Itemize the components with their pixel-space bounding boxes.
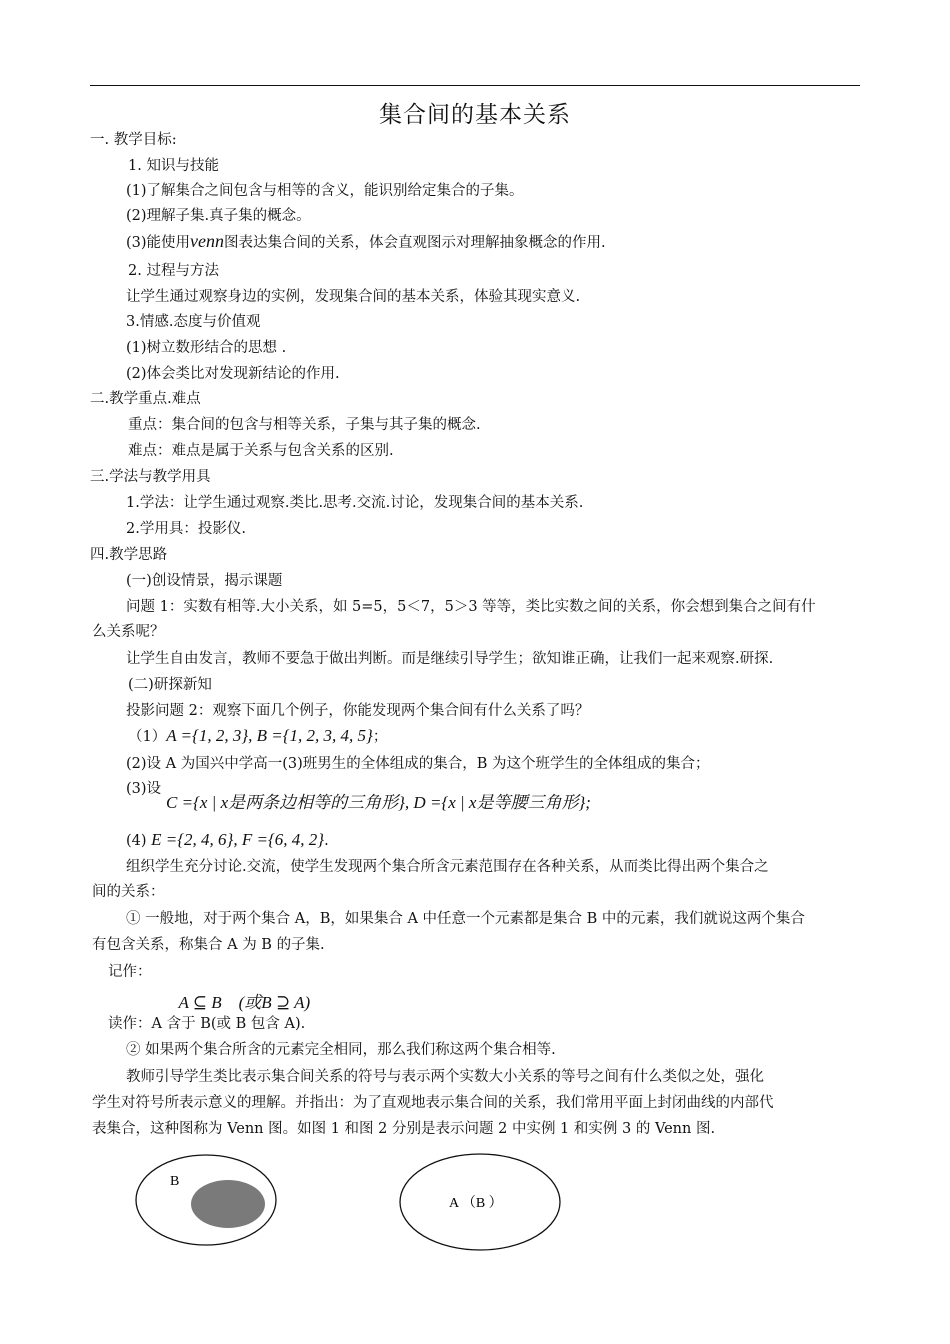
example-2: (2)设 A 为国兴中学高一(3)班男生的全体组成的集合，B 为这个班学生的全体组成的集合； — [126, 756, 710, 772]
math-formula: E ={2, 4, 6}, F ={6, 4, 2} — [151, 830, 325, 849]
notation-label: 记作： — [108, 964, 152, 980]
paragraph: 投影问题 2：观察下面几个例子，你能发现两个集合间有什么关系了吗？ — [126, 703, 590, 719]
paragraph: ① 一般地，对于两个集合 A，B，如果集合 A 中任意一个元素都是集合 B 中的元素，我们就说这两个集合 — [126, 911, 805, 927]
example-3-label: (3)设 — [126, 781, 162, 797]
paragraph: 问题 1：实数有相等.大小关系，如 5=5，5＜7，5＞3 等等，类比实数之间的关系，你会想到集合之间有什 — [126, 599, 816, 615]
example-tail: . — [324, 833, 329, 849]
paragraph: 教师引导学生类比表示集合间关系的符号与表示两个实数大小关系的等号之间有什么类似之处，强化 — [126, 1069, 764, 1085]
example-1 — [128, 726, 387, 747]
section-heading-teaching: 四.教学思路 — [90, 547, 168, 563]
example-4 — [126, 830, 329, 851]
objective-item: (2)体会类比对发现新结论的作用. — [126, 366, 340, 382]
section-heading-objectives: 一. 教学目标: — [90, 132, 177, 148]
paragraph: 么关系呢？ — [92, 624, 165, 640]
paragraph: 1.学法：让学生通过观察.类比.思考.交流.讨论，发现集合间的基本关系. — [126, 495, 584, 511]
paragraph: 表集合，这种图称为 Venn 图。如图 1 和图 2 分别是表示问题 2 中实例 1 和实例 3 的 Venn 图. — [92, 1121, 716, 1137]
section-heading-methods: 三.学法与教学用具 — [90, 469, 211, 485]
example-tail: ； — [372, 729, 388, 745]
venn-figures — [0, 1140, 950, 1300]
example-label: (4) — [126, 833, 147, 849]
math-formula: A ⊆ B (或B ⊇ A) — [178, 993, 311, 1012]
paragraph: ② 如果两个集合所含的元素完全相同，那么我们称这两个集合相等. — [126, 1042, 556, 1058]
venn-term: venn — [190, 231, 225, 251]
header-rule — [90, 85, 860, 86]
objective-text: 图表达集合间的关系，体会直观图示对理解抽象概念的作用. — [224, 235, 606, 251]
subheading-values: 3.情感.态度与价值观 — [126, 314, 261, 330]
reading-note: 读作：A 含于 B(或 B 包含 A). — [108, 1016, 306, 1032]
paragraph: 重点：集合间的包含与相等关系，子集与其子集的概念. — [128, 417, 481, 433]
venn-figure-2 — [400, 1154, 560, 1250]
example-3-math — [166, 793, 591, 814]
math-formula: C ={x | x是两条边相等的三角形}, D ={x | x是等腰三角形}; — [166, 793, 591, 812]
document-title: 集合间的基本关系 — [379, 102, 571, 128]
paragraph: 学生对符号所表示意义的理解。并指出：为了直观地表示集合间的关系，我们常用平面上封闭曲线的内部代 — [92, 1095, 774, 1111]
paragraph: 让学生通过观察身边的实例，发现集合间的基本关系，体验其现实意义. — [126, 289, 581, 305]
inner-set-ellipse — [191, 1180, 265, 1228]
section-heading-keypoints: 二.教学重点.难点 — [90, 391, 201, 407]
venn-figure-1 — [136, 1155, 276, 1245]
paragraph: 难点：难点是属于关系与包含关系的区别. — [128, 443, 394, 459]
objective-item — [126, 231, 606, 253]
paragraph: 组织学生充分讨论.交流，使学生发现两个集合所含元素范围存在各种关系，从而类比得出两个集合之 — [126, 859, 769, 875]
set-label-a-b: A （B ） — [449, 1196, 503, 1211]
subheading-process: 2. 过程与方法 — [128, 263, 219, 279]
subheading-knowledge: 1. 知识与技能 — [128, 158, 219, 174]
subheading: (一)创设情景，揭示课题 — [126, 573, 283, 589]
subheading: (二)研探新知 — [128, 677, 212, 693]
math-formula: A ={1, 2, 3}, B ={1, 2, 3, 4, 5} — [166, 726, 373, 745]
paragraph: 有包含关系，称集合 A 为 B 的子集. — [92, 937, 325, 953]
objective-item: (2)理解子集.真子集的概念。 — [126, 208, 311, 224]
paragraph: 2.学用具：投影仪. — [126, 521, 246, 537]
set-label-b: B — [170, 1174, 180, 1189]
paragraph: 让学生自由发言，教师不要急于做出判断。而是继续引导学生；欲知谁正确，让我们一起来观察.研探. — [126, 651, 774, 667]
objective-item: (1)了解集合之间包含与相等的含义，能识别给定集合的子集。 — [126, 183, 524, 199]
objective-text: (3)能使用 — [126, 235, 191, 251]
example-label: （1） — [128, 729, 167, 745]
paragraph: 间的关系： — [92, 884, 165, 900]
objective-item: (1)树立数形结合的思想 . — [126, 340, 287, 356]
